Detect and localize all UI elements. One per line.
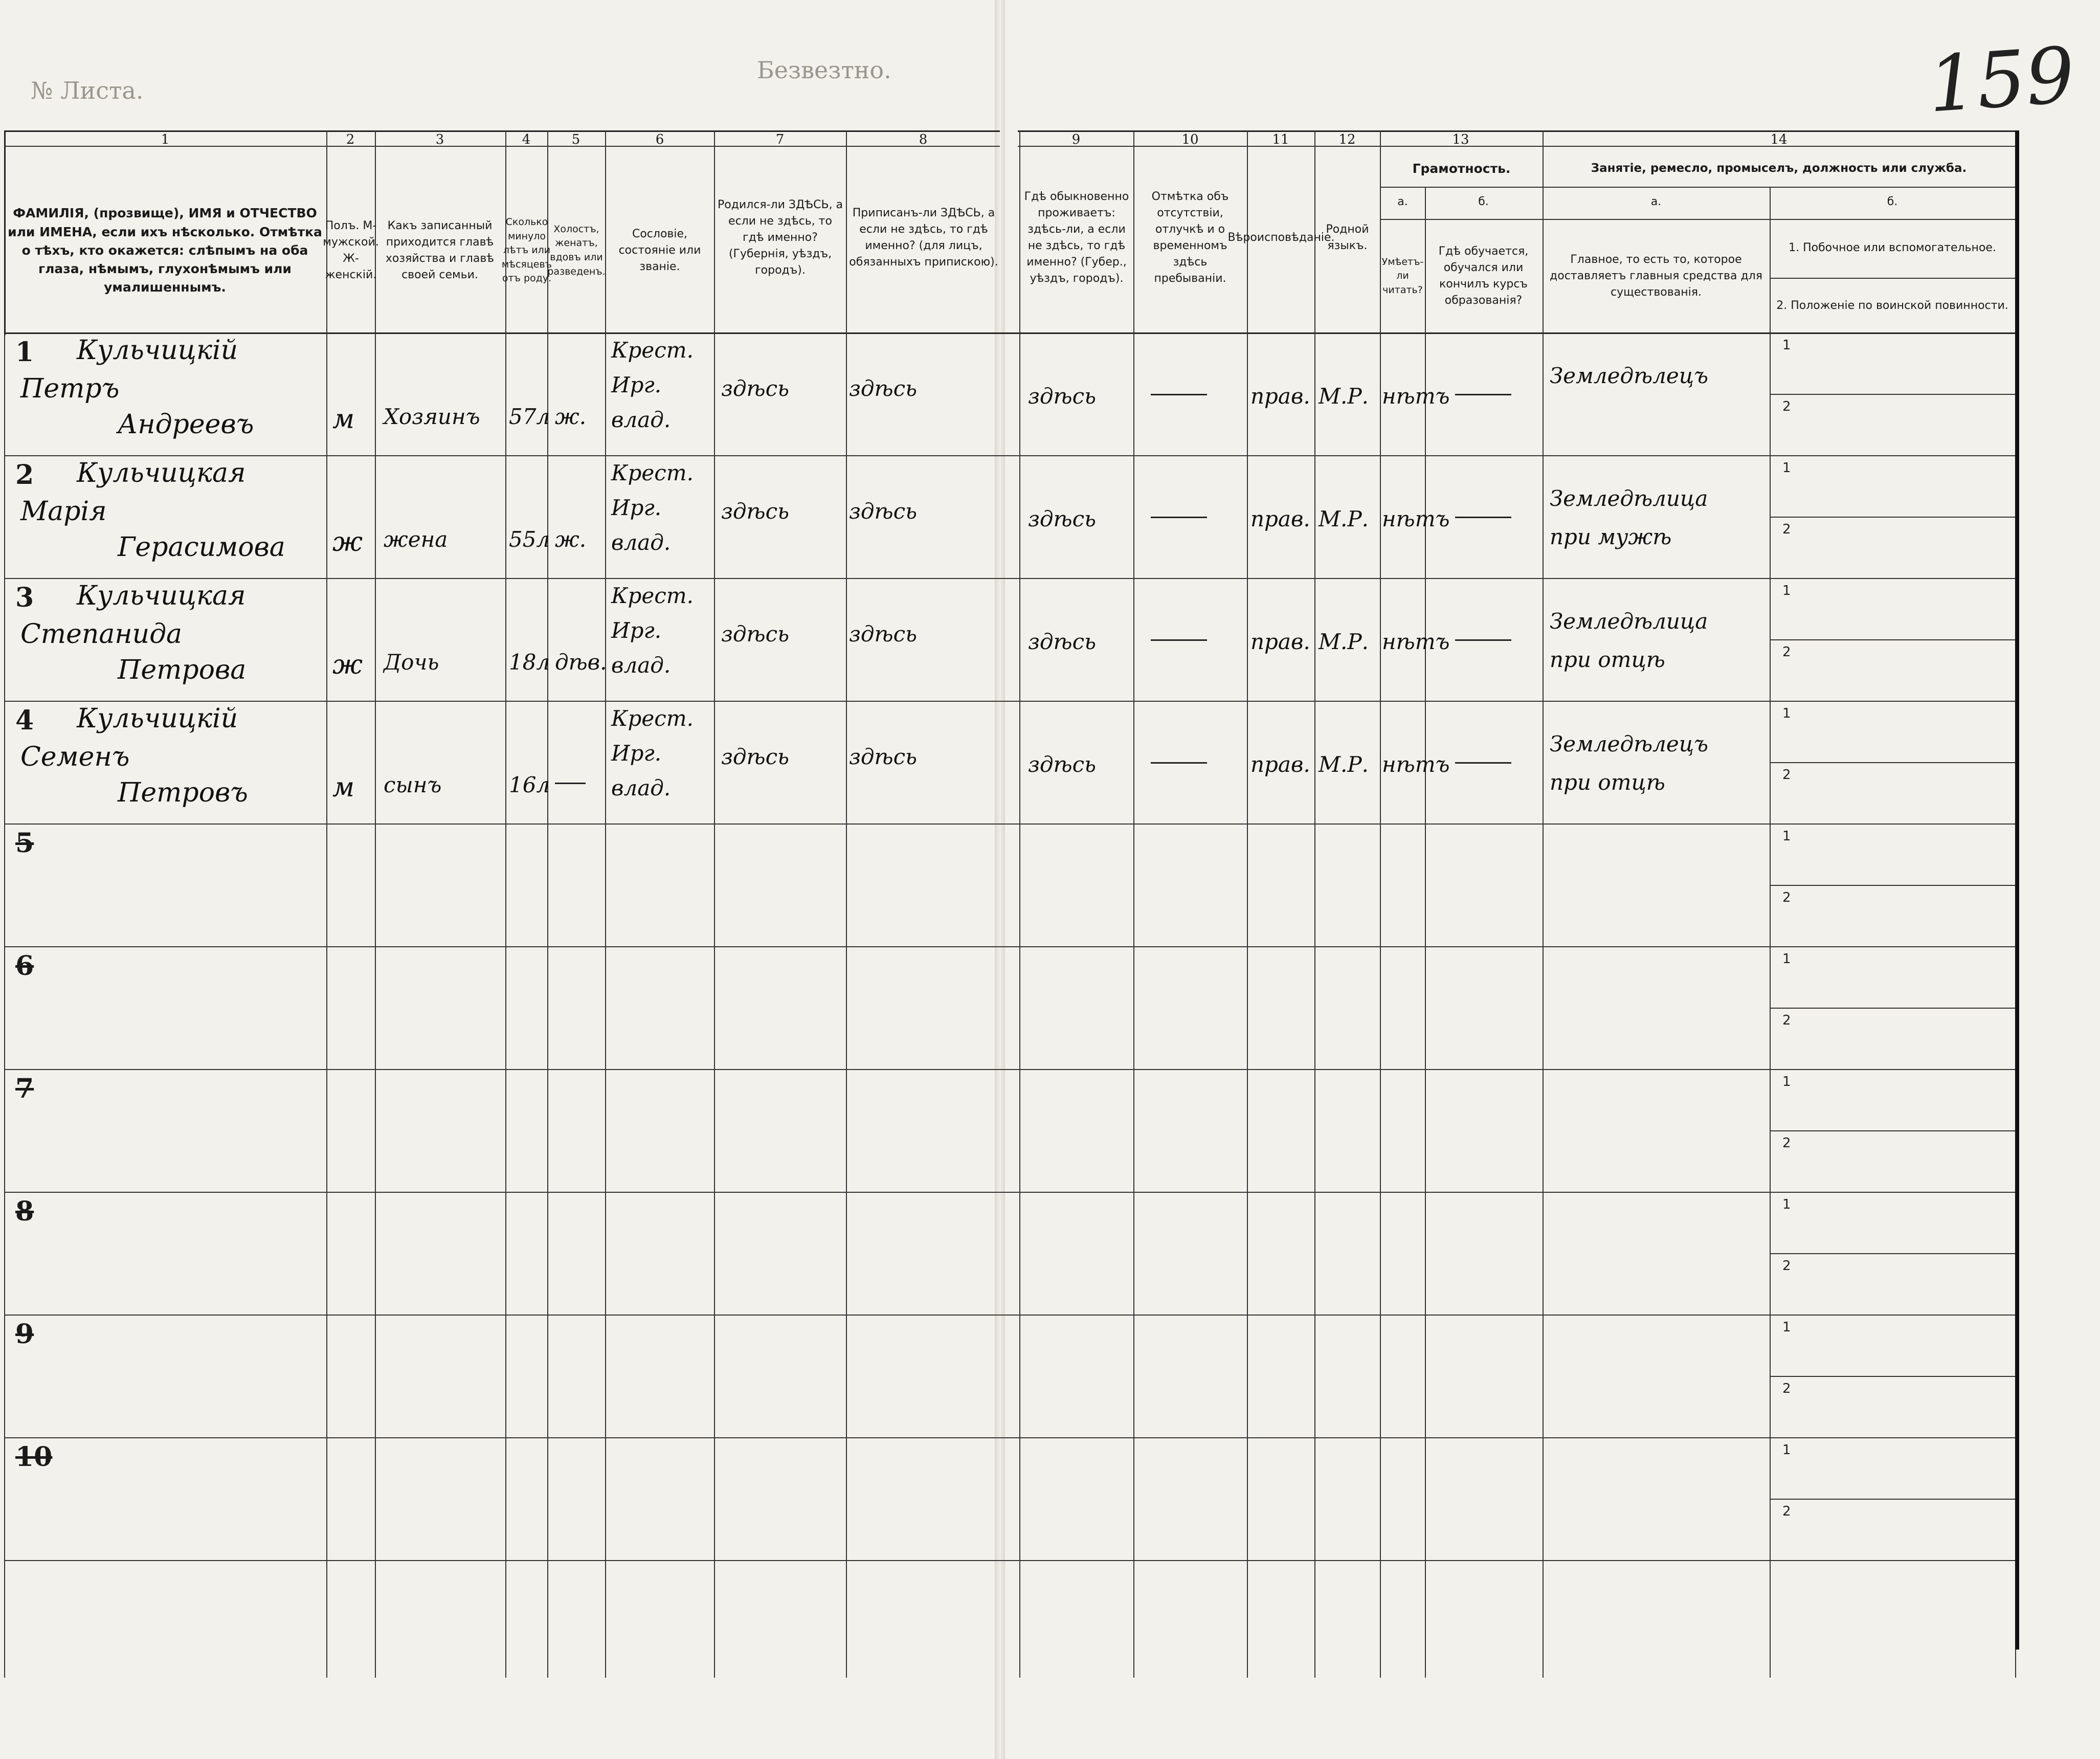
person-estate: влад. — [611, 407, 671, 432]
column-number: 14 — [1770, 132, 1788, 147]
sub-row-rule — [1770, 1253, 2015, 1254]
person-given-name: Петръ — [20, 373, 120, 404]
column-rule — [4, 130, 5, 1678]
person-registration: здѣсь — [849, 744, 917, 769]
person-given-name: Марія — [20, 496, 107, 527]
header-name: ФАМИЛІЯ, (прозвище), ИМЯ и ОТЧЕСТВО или ИМЕНА, если ихъ нѣсколько. Отмѣтка о тѣхъ, кто окажется: слѣпымъ на оба глаза, нѣмымъ, глухонѣмымъ или умалишеннымъ. — [8, 206, 322, 295]
row-rule — [4, 1069, 2016, 1070]
person-estate: Ирг. — [611, 741, 662, 766]
sub-line-number: 1 — [1782, 338, 1791, 353]
person-birthplace: здѣсь — [721, 744, 789, 769]
person-occupation: Земледѣлецъ — [1550, 731, 1709, 756]
column-rule — [605, 130, 606, 1678]
header-religion: Вѣроисповѣданіе. — [1227, 231, 1335, 244]
person-absence-dash — [1151, 639, 1207, 641]
header-occupation-a-label: а. — [1650, 195, 1662, 209]
header-literacy: Грамотность. — [1412, 161, 1511, 176]
row-rule — [4, 578, 2016, 579]
sub-line-number: 2 — [1782, 767, 1791, 783]
column-rule — [1380, 130, 1381, 1678]
column-number: 5 — [571, 132, 580, 147]
sub-line-number: 1 — [1782, 951, 1791, 967]
person-marital-dash — [555, 783, 586, 784]
header-literacy-b-label: б. — [1478, 195, 1489, 209]
person-religion: прав. — [1250, 506, 1310, 531]
person-estate: Ирг. — [611, 372, 662, 397]
sub-row-rule — [1770, 1008, 2015, 1009]
sub-row-rule — [1770, 762, 2015, 763]
sub-line-number: 2 — [1782, 1135, 1791, 1151]
person-birthplace: здѣсь — [721, 499, 789, 524]
person-literate: нѣтъ — [1382, 384, 1450, 409]
row-rule — [4, 1315, 2016, 1316]
person-marital: ж. — [555, 527, 587, 552]
row-rule — [4, 701, 2016, 702]
person-estate: Крест. — [611, 460, 694, 485]
person-estate: Крест. — [611, 706, 694, 731]
column-number: 2 — [346, 132, 355, 147]
header-literacy-education: Гдѣ обучается, обучался или кончилъ курсъ образованія? — [1438, 245, 1529, 307]
sub-line-number: 1 — [1782, 829, 1791, 844]
person-birthplace: здѣсь — [721, 621, 789, 647]
person-estate: Ирг. — [611, 618, 662, 643]
header-registered: Приписанъ-ли ЗДѢСЬ, а если не здѣсь, то гдѣ именно? (для лицъ, обязанныхъ припискою). — [849, 207, 998, 269]
person-surname: Кульчицкая — [77, 458, 246, 488]
sub-line-number: 2 — [1782, 1504, 1791, 1519]
person-absence-dash — [1151, 517, 1207, 518]
header-bottom-rule — [4, 332, 2016, 334]
column-rule — [1247, 130, 1248, 1678]
person-relation: жена — [384, 527, 448, 552]
person-religion: прав. — [1250, 752, 1310, 777]
sub-line-number: 2 — [1782, 1258, 1791, 1274]
person-literate: нѣтъ — [1382, 752, 1450, 777]
person-estate: Крест. — [611, 583, 694, 608]
person-marital: ж. — [555, 404, 587, 429]
person-language: М.Р. — [1319, 629, 1369, 654]
person-registration: здѣсь — [849, 499, 917, 524]
column-rule — [547, 130, 548, 1678]
column-rule — [846, 130, 847, 1678]
row-number: 7 — [15, 1073, 34, 1104]
person-surname: Кульчицкій — [77, 335, 238, 366]
column-rule — [375, 130, 376, 1678]
person-given-name: Степанида — [20, 619, 183, 650]
header-birthplace: Родился-ли ЗДѢСЬ, а если не здѣсь, то гдѣ именно? (Губернія, уѣздъ, городъ). — [717, 198, 843, 277]
person-patronymic: Андреевъ — [118, 409, 254, 440]
person-occupation: при отцѣ — [1550, 770, 1665, 795]
page-number: 159 — [1925, 31, 2078, 130]
row-number: 6 — [15, 950, 34, 982]
sheet-number-stamp: № Листа. — [31, 77, 144, 104]
person-language: М.Р. — [1319, 752, 1369, 777]
column-rule — [326, 130, 327, 1678]
person-age: 55л — [509, 527, 550, 552]
row-number: 9 — [15, 1319, 34, 1350]
column-rule — [1425, 187, 1426, 1678]
person-registration: здѣсь — [849, 621, 917, 647]
column-number: 8 — [919, 132, 928, 147]
sub-line-number: 2 — [1782, 644, 1791, 660]
person-sex: ж — [332, 650, 363, 680]
row-number: 5 — [15, 828, 34, 859]
header-absence: Отмѣтка объ отсутствіи, отлучкѣ и о временномъ здѣсь пребываніи. — [1151, 190, 1229, 285]
person-surname: Кульчицкая — [77, 581, 246, 611]
person-given-name: Семенъ — [20, 742, 130, 772]
header-stamp: Безвезтно. — [757, 56, 891, 84]
person-occupation: Земледѣлецъ — [1550, 363, 1709, 388]
person-surname: Кульчицкій — [77, 703, 238, 734]
header-occupation-secondary: 1. Побочное или вспомогательное. — [1789, 241, 1996, 255]
person-sex: м — [332, 404, 355, 435]
column-rule — [1770, 187, 1771, 1678]
person-education-dash — [1455, 762, 1511, 764]
person-residence: здѣсь — [1028, 506, 1096, 531]
person-estate: влад. — [611, 775, 671, 800]
person-birthplace: здѣсь — [721, 376, 789, 401]
column-rule — [1133, 130, 1134, 1678]
header-age: Сколько минуло лѣтъ или мѣсяцевъ отъ роду. — [501, 216, 552, 284]
row-number: 8 — [15, 1196, 34, 1227]
person-estate: Крест. — [611, 338, 694, 363]
person-language: М.Р. — [1319, 384, 1369, 409]
person-age: 18л — [509, 650, 550, 675]
person-education-dash — [1455, 517, 1511, 518]
sub-line-number: 2 — [1782, 1381, 1791, 1396]
column-rule — [714, 130, 715, 1678]
column-rule — [1019, 130, 1020, 1678]
page-right-edge — [2015, 130, 2019, 1650]
column-number: 7 — [775, 132, 785, 147]
person-estate: влад. — [611, 653, 671, 678]
sub-line-number: 1 — [1782, 460, 1791, 476]
row-number: 2 — [15, 459, 34, 491]
person-education-dash — [1455, 639, 1511, 641]
header-relation: Какъ записанный приходится главѣ хозяйства и главѣ своей семьи. — [385, 219, 495, 281]
person-residence: здѣсь — [1028, 752, 1096, 777]
person-patronymic: Петровъ — [118, 777, 248, 808]
sub-row-rule — [1770, 885, 2015, 886]
person-estate: влад. — [611, 530, 671, 555]
sub-line-number: 1 — [1782, 1442, 1791, 1458]
row-rule — [4, 1560, 2016, 1561]
person-age: 57л — [509, 404, 550, 429]
person-age: 16л — [509, 772, 550, 797]
person-occupation: при мужѣ — [1550, 524, 1672, 549]
column-number: 11 — [1272, 132, 1289, 147]
column-number: 10 — [1181, 132, 1199, 147]
person-education-dash — [1455, 394, 1511, 395]
header-marital: Холостъ, женатъ, вдовъ или разведенъ. — [547, 223, 606, 277]
sub-row-rule — [1770, 517, 2015, 518]
sub-line-number: 2 — [1782, 522, 1791, 537]
column-number: 12 — [1338, 132, 1356, 147]
row-number: 3 — [15, 582, 34, 613]
person-relation: Дочь — [384, 650, 439, 675]
person-sex: ж — [332, 527, 363, 558]
row-rule — [4, 1437, 2016, 1438]
row-number: 10 — [15, 1441, 53, 1473]
header-occupation-b-label: б. — [1887, 195, 1898, 209]
header-sex: Полъ. М-мужской. Ж-женскій. — [323, 219, 379, 281]
column-number: 9 — [1071, 132, 1081, 147]
person-occupation: Земледѣлица — [1550, 486, 1708, 511]
sub-line-number: 2 — [1782, 890, 1791, 905]
column-number: 6 — [655, 132, 664, 147]
row-rule — [4, 946, 2016, 947]
row-rule — [4, 823, 2016, 825]
person-patronymic: Герасимова — [118, 532, 285, 563]
header-literacy-a-label: а. — [1397, 195, 1408, 209]
person-occupation: Земледѣлица — [1550, 609, 1708, 634]
column-number: 13 — [1452, 132, 1469, 147]
sub-line-number: 1 — [1782, 706, 1791, 721]
table-top-rule-right — [1018, 130, 2016, 132]
sub-line-number: 2 — [1782, 399, 1791, 414]
sub-line-number: 1 — [1782, 583, 1791, 598]
sub-line-number: 1 — [1782, 1320, 1791, 1335]
person-relation: Хозяинъ — [384, 404, 480, 429]
sub-line-number: 2 — [1782, 1013, 1791, 1028]
person-marital: дѣв. — [555, 650, 607, 675]
column-rule — [1314, 130, 1315, 1678]
header-estate: Сословіе, состояніе или званіе. — [618, 228, 701, 273]
row-rule — [4, 455, 2016, 456]
column-number: 1 — [161, 132, 170, 147]
header-residence: Гдѣ обыкновенно проживаетъ: здѣсь-ли, а если не здѣсь, то гдѣ именно? (Губер., уѣздъ, городъ). — [1024, 190, 1129, 285]
person-language: М.Р. — [1319, 506, 1369, 531]
row-rule — [4, 1192, 2016, 1193]
person-relation: сынъ — [384, 772, 442, 797]
person-estate: Ирг. — [611, 495, 662, 520]
header-military-status: 2. Положеніе по воинской повинности. — [1776, 299, 2008, 312]
header-occupation: Занятіе, ремесло, промыселъ, должность или служба. — [1591, 162, 1967, 175]
column-number: 4 — [522, 132, 531, 147]
column-rule — [1543, 130, 1544, 1678]
person-registration: здѣсь — [849, 376, 917, 401]
person-religion: прав. — [1250, 384, 1310, 409]
header-language: Родной языкъ. — [1326, 223, 1369, 252]
person-absence-dash — [1151, 762, 1207, 764]
sub-row-rule — [1770, 639, 2015, 640]
sub-row-rule — [1770, 1499, 2015, 1500]
sub-row-rule — [1770, 1130, 2015, 1131]
person-literate: нѣтъ — [1382, 629, 1450, 654]
person-literate: нѣтъ — [1382, 506, 1450, 531]
person-religion: прав. — [1250, 629, 1310, 654]
row-number: 1 — [15, 337, 34, 368]
sub-row-rule — [1770, 1376, 2015, 1377]
person-patronymic: Петрова — [118, 655, 247, 685]
header-occupation-main: Главное, то есть то, которое доставляетъ главныя средства для существованія. — [1550, 253, 1762, 299]
person-occupation: при отцѣ — [1550, 647, 1665, 672]
row-number: 4 — [15, 705, 34, 736]
sub-line-number: 1 — [1782, 1197, 1791, 1212]
person-residence: здѣсь — [1028, 384, 1096, 409]
person-residence: здѣсь — [1028, 629, 1096, 654]
column-rule — [505, 130, 506, 1678]
column-number: 3 — [435, 132, 444, 147]
person-sex: м — [332, 772, 355, 803]
header-literacy-read: Умѣетъ-ли читать? — [1381, 256, 1424, 296]
sub-row-rule — [1770, 394, 2015, 395]
sub-line-number: 1 — [1782, 1074, 1791, 1089]
person-absence-dash — [1151, 394, 1207, 395]
